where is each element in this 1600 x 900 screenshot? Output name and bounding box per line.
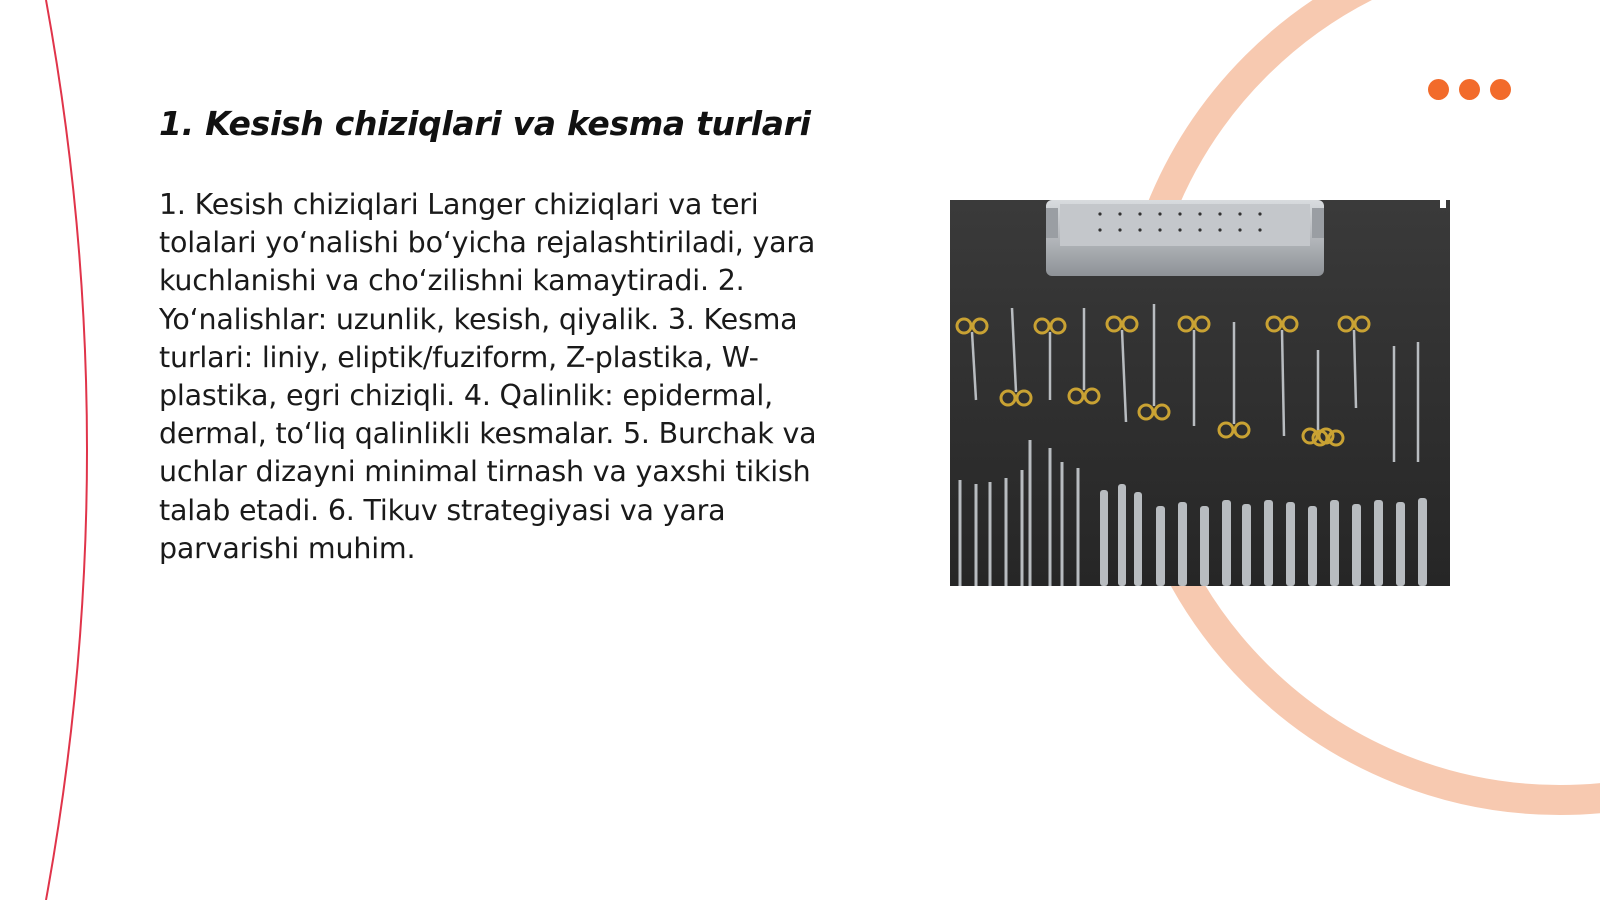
decorative-left-line <box>46 0 87 900</box>
slide-title: 1. Kesish chiziqlari va kesma turlari <box>159 104 811 143</box>
surgical-instruments-image <box>950 200 1450 586</box>
surgical-instruments-illustration <box>950 200 1450 586</box>
slide-body-text: 1. Kesish chiziqlari Langer chiziqlari va teri tolalari yo‘nalishi bo‘yicha rejalashtiriladi, yara kuchlanishi va cho‘zilishni kamaytiradi. 2. Yo‘nalishlar: uzunlik, kesish, qiyalik. 3. Kesma turlari: liniy, eliptik/fuziform, Z-plastika, W-plastika, egri chiziqli. 4. Qalinlik: epidermal, dermal, to‘liq qalinlikli kesmalar. 5. Burchak va uchlar dizayni minimal tirnash va yaxshi tikish talab etadi. 6. Tikuv strategiyasi va yara parvarishi muhim. <box>159 188 817 565</box>
dot-icon <box>1428 79 1449 100</box>
instrument-tray-icon <box>1046 200 1324 276</box>
dot-icon <box>1490 79 1511 100</box>
dot-icon <box>1459 79 1480 100</box>
three-dots-icon <box>1428 79 1511 100</box>
